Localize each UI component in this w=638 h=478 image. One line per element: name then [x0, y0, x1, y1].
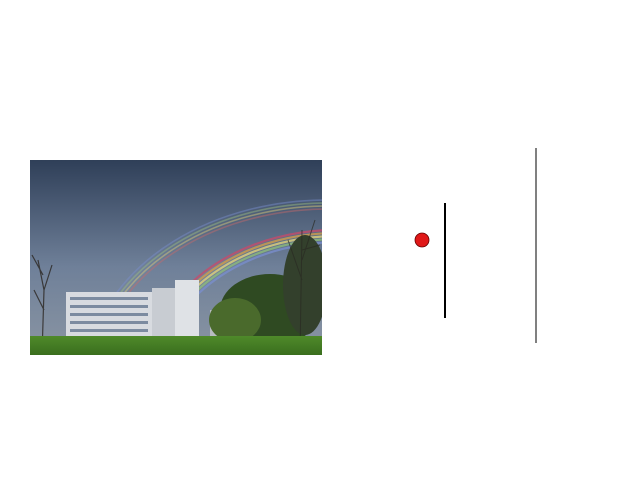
double-slit-diagram [345, 138, 630, 378]
source-dot [415, 233, 429, 247]
rainbow-photo [30, 160, 322, 355]
